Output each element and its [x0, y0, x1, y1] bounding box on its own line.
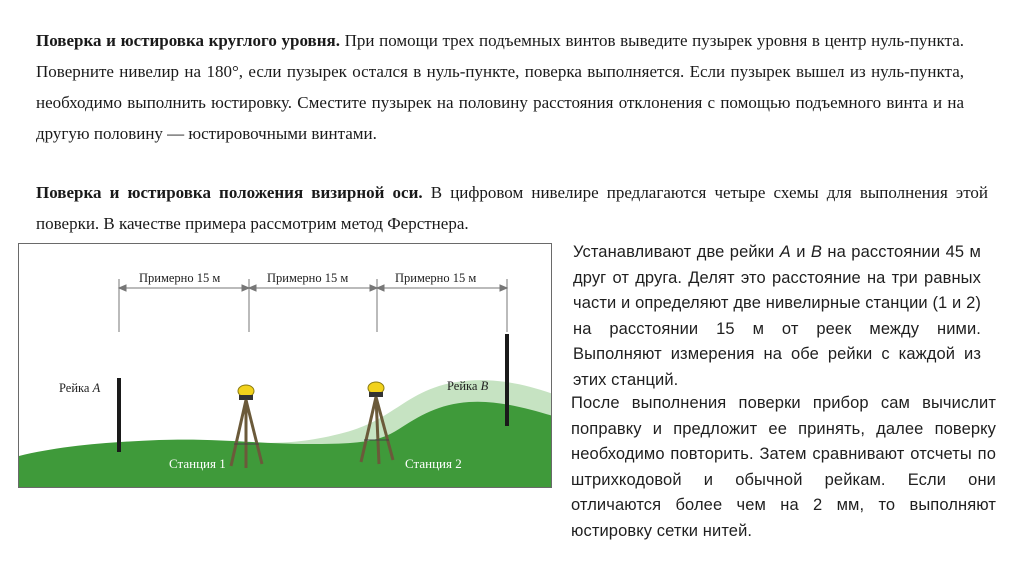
paragraph-circular-level	[36, 25, 964, 149]
rod-b-letter: B	[480, 379, 489, 393]
method-description	[573, 240, 981, 393]
text-run: Устанавливают две рейки	[573, 243, 780, 261]
rod-letter-a: A	[779, 243, 791, 261]
station-1-label: Станция 1	[169, 456, 226, 471]
forstner-method-diagram	[18, 243, 552, 488]
paragraph-title: Поверка и юстировка круглого уровня.	[36, 31, 340, 50]
arrow	[500, 285, 507, 291]
rod-b	[505, 334, 509, 426]
rod-b-label-text: Рейка	[447, 379, 478, 393]
text-run: и	[790, 243, 811, 261]
paragraph-sight-axis	[36, 177, 988, 239]
diagram-svg	[19, 244, 552, 488]
rod-a-letter: A	[92, 381, 101, 395]
station-2-label: Станция 2	[405, 456, 462, 471]
span-label-1: Примерно 15 м	[139, 271, 221, 285]
span-label-3: Примерно 15 м	[395, 271, 477, 285]
arrow	[119, 285, 126, 291]
rod-letter-b: B	[810, 243, 823, 261]
paragraph-title: Поверка и юстировка положения визирной оси.	[36, 183, 423, 202]
result-description: После выполнения поверки прибор сам вычислит поправку и предложит ее принять, далее поверку необходимо повторить. Затем сравнивают отсчеты по штрихкодовой и обычной рейкам. Если они отличаются более чем на 2 мм, то выполняют юстировку сетки нитей.	[571, 394, 996, 540]
arrow	[377, 285, 384, 291]
text-run: на расстоянии 45 м друг от друга. Делят это расстояние на три равных части и определяют две нивелирные станции (1 и 2) на расстоянии 15 м от реек между ними. Выполняют измерения на обе рейки с каждой из этих станций.	[573, 243, 981, 389]
paragraph-body: В цифровом нивелире предлагаются четыре схемы для выполнения этой поверки. В качестве примера рассмотрим метод Ферстнера.	[36, 183, 988, 233]
rod-b-label	[447, 379, 489, 393]
span-label-2: Примерно 15 м	[267, 271, 349, 285]
rod-a-label	[59, 381, 101, 395]
rod-a	[117, 378, 121, 452]
paragraph-body: При помощи трех подъемных винтов выведите пузырек уровня в центр нуль-пункта. Поверните нивелир на 180°, если пузырек остался в нуль-пункте, поверка выполняется. Если пузырек вышел из нуль-пункта, необходимо выполнить юстировку. Сместите пузырек на половину расстояния отклонения с помощью подъемного винта и на другую половину — юстировочными винтами.	[36, 31, 964, 143]
rod-a-label-text: Рейка	[59, 381, 90, 395]
ground	[19, 402, 552, 488]
arrow	[249, 285, 256, 291]
